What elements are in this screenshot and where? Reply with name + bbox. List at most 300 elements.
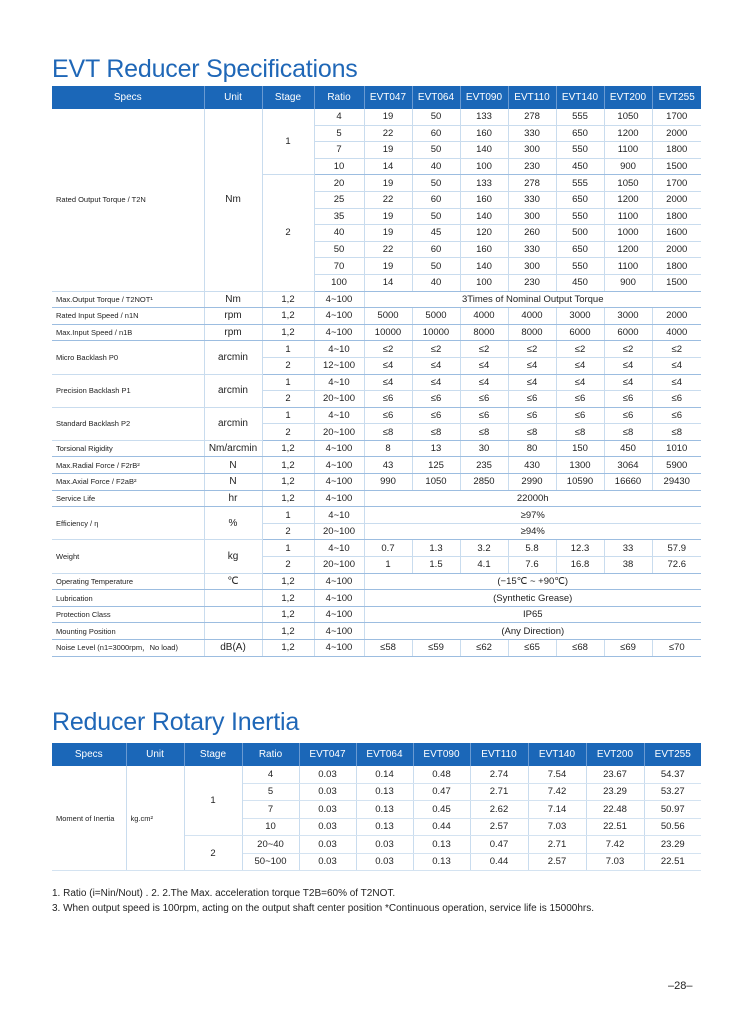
value-cell: ≤4: [508, 374, 556, 391]
value-cell: ≤8: [460, 424, 508, 441]
spec-unit: dB(A): [204, 640, 262, 657]
ratio-cell: 5: [314, 125, 364, 142]
value-cell: 300: [508, 142, 556, 159]
ratio-cell: 25: [314, 191, 364, 208]
value-cell: 0.03: [299, 783, 356, 801]
inertia-title: Reducer Rotary Inertia: [52, 708, 300, 736]
value-cell: 4.1: [460, 557, 508, 574]
value-cell: 3064: [604, 457, 652, 474]
value-cell: 1800: [652, 258, 701, 275]
column-header: Ratio: [314, 86, 364, 109]
ratio-cell: 7: [314, 142, 364, 159]
value-cell: 300: [508, 258, 556, 275]
value-cell: 0.47: [470, 836, 528, 854]
ratio-cell: 4~100: [314, 623, 364, 640]
value-cell: 29430: [652, 474, 701, 491]
table-row: [52, 766, 701, 783]
ratio-cell: 4: [242, 766, 299, 783]
value-cell: 550: [556, 142, 604, 159]
stage-cell: 1,2: [262, 474, 314, 491]
ratio-cell: 4~100: [314, 324, 364, 341]
spec-label: Torsional Rigidity: [52, 440, 204, 457]
ratio-cell: 40: [314, 225, 364, 242]
value-cell: ≤8: [364, 424, 412, 441]
column-header: EVT140: [556, 86, 604, 109]
value-cell: ≤2: [364, 341, 412, 358]
value-cell: 54.37: [644, 766, 701, 783]
spanned-value-cell: 3Times of Nominal Output Torque: [364, 291, 701, 308]
ratio-cell: 20~100: [314, 557, 364, 574]
stage-cell: 1,2: [262, 440, 314, 457]
value-cell: 1600: [652, 225, 701, 242]
value-cell: 4000: [460, 308, 508, 325]
spec-unit: %: [204, 507, 262, 540]
value-cell: 1100: [604, 142, 652, 159]
value-cell: ≤6: [364, 391, 412, 408]
value-cell: 22.48: [586, 801, 644, 819]
value-cell: 23.67: [586, 766, 644, 783]
value-cell: 1: [364, 557, 412, 574]
value-cell: 330: [508, 191, 556, 208]
value-cell: 430: [508, 457, 556, 474]
value-cell: 278: [508, 175, 556, 192]
value-cell: 2000: [652, 308, 701, 325]
value-cell: 1.3: [412, 540, 460, 557]
ratio-cell: 4~10: [314, 507, 364, 524]
spec-unit: rpm: [204, 324, 262, 341]
ratio-cell: 50: [314, 241, 364, 258]
value-cell: ≤6: [364, 407, 412, 424]
value-cell: ≤2: [412, 341, 460, 358]
column-header: EVT090: [413, 743, 470, 766]
table-row: [52, 308, 701, 325]
value-cell: 3000: [556, 308, 604, 325]
value-cell: 1800: [652, 208, 701, 225]
value-cell: 0.03: [299, 818, 356, 836]
value-cell: 900: [604, 274, 652, 291]
value-cell: ≤8: [556, 424, 604, 441]
spec-label: Rated Output Torque / T2N: [52, 109, 204, 291]
table-row: [52, 374, 701, 391]
value-cell: 50: [412, 258, 460, 275]
value-cell: ≤59: [412, 640, 460, 657]
spanned-value-cell: 22000h: [364, 490, 701, 507]
value-cell: 72.6: [652, 557, 701, 574]
value-cell: 0.48: [413, 766, 470, 783]
value-cell: ≤8: [604, 424, 652, 441]
value-cell: 7.42: [528, 783, 586, 801]
value-cell: 450: [556, 274, 604, 291]
value-cell: ≤6: [508, 407, 556, 424]
value-cell: 1.5: [412, 557, 460, 574]
stage-cell: 1,2: [262, 606, 314, 623]
spec-unit: arcmin: [204, 374, 262, 407]
value-cell: 60: [412, 125, 460, 142]
ratio-cell: 20~100: [314, 523, 364, 540]
ratio-cell: 10: [314, 158, 364, 175]
column-header: EVT200: [586, 743, 644, 766]
value-cell: 1050: [412, 474, 460, 491]
value-cell: 7.42: [586, 836, 644, 854]
value-cell: 1000: [604, 225, 652, 242]
column-header: Unit: [204, 86, 262, 109]
value-cell: ≤6: [556, 407, 604, 424]
value-cell: 150: [556, 440, 604, 457]
value-cell: 2.71: [528, 836, 586, 854]
spec-table: [52, 86, 701, 657]
value-cell: 1500: [652, 158, 701, 175]
value-cell: 45: [412, 225, 460, 242]
value-cell: 22: [364, 191, 412, 208]
footnote-line: 3. When output speed is 100rpm, acting on the output shaft center position *Continuous operation, service life is 15000hrs.: [52, 903, 594, 914]
spec-label: Max.Output Torque / T2NOT¹: [52, 291, 204, 308]
column-header: Specs: [52, 86, 204, 109]
value-cell: 1300: [556, 457, 604, 474]
value-cell: 0.03: [299, 836, 356, 854]
value-cell: 23.29: [586, 783, 644, 801]
value-cell: 0.7: [364, 540, 412, 557]
spec-header-row: [52, 86, 701, 109]
spec-label: Operating Temperature: [52, 573, 204, 590]
ratio-cell: 4~10: [314, 374, 364, 391]
spec-label: Standard Backlash P2: [52, 407, 204, 440]
value-cell: 10000: [364, 324, 412, 341]
value-cell: 650: [556, 191, 604, 208]
ratio-cell: 4~100: [314, 291, 364, 308]
spec-label: Micro Backlash P0: [52, 341, 204, 374]
ratio-cell: 100: [314, 274, 364, 291]
value-cell: 6000: [556, 324, 604, 341]
value-cell: 1700: [652, 109, 701, 125]
value-cell: 43: [364, 457, 412, 474]
value-cell: 40: [412, 158, 460, 175]
value-cell: 5.8: [508, 540, 556, 557]
column-header: EVT110: [508, 86, 556, 109]
value-cell: 140: [460, 208, 508, 225]
value-cell: 53.27: [644, 783, 701, 801]
spec-label: Precision Backlash P1: [52, 374, 204, 407]
value-cell: 160: [460, 125, 508, 142]
table-row: [52, 606, 701, 623]
value-cell: 50.97: [644, 801, 701, 819]
value-cell: ≤4: [460, 374, 508, 391]
ratio-cell: 50~100: [242, 853, 299, 871]
value-cell: 2990: [508, 474, 556, 491]
table-row: [52, 490, 701, 507]
stage-cell: 2: [262, 424, 314, 441]
stage-cell: 2: [262, 357, 314, 374]
column-header: EVT047: [299, 743, 356, 766]
page-number: –28–: [668, 980, 693, 992]
value-cell: ≤4: [556, 374, 604, 391]
spec-unit: arcmin: [204, 341, 262, 374]
column-header: EVT110: [470, 743, 528, 766]
inertia-header-row: [52, 743, 701, 766]
value-cell: 235: [460, 457, 508, 474]
spec-unit: [204, 623, 262, 640]
value-cell: 7.54: [528, 766, 586, 783]
spec-unit: arcmin: [204, 407, 262, 440]
value-cell: 60: [412, 241, 460, 258]
value-cell: ≤4: [652, 374, 701, 391]
value-cell: ≤6: [412, 391, 460, 408]
value-cell: 2.71: [470, 783, 528, 801]
spec-label: Lubrication: [52, 590, 204, 607]
ratio-cell: 4~100: [314, 474, 364, 491]
value-cell: 133: [460, 109, 508, 125]
value-cell: 1700: [652, 175, 701, 192]
value-cell: 0.13: [356, 783, 413, 801]
value-cell: ≤4: [364, 374, 412, 391]
value-cell: 50: [412, 208, 460, 225]
value-cell: 12.3: [556, 540, 604, 557]
value-cell: 1050: [604, 175, 652, 192]
value-cell: 0.03: [356, 836, 413, 854]
value-cell: ≤6: [412, 407, 460, 424]
value-cell: 500: [556, 225, 604, 242]
value-cell: 16.8: [556, 557, 604, 574]
column-header: EVT064: [412, 86, 460, 109]
value-cell: 38: [604, 557, 652, 574]
stage-cell: 1,2: [262, 291, 314, 308]
spec-unit: kg: [204, 540, 262, 573]
value-cell: ≤8: [412, 424, 460, 441]
value-cell: ≤4: [460, 357, 508, 374]
value-cell: 100: [460, 274, 508, 291]
value-cell: 650: [556, 125, 604, 142]
spec-label: Rated Input Speed / n1N: [52, 308, 204, 325]
ratio-cell: 4~100: [314, 490, 364, 507]
ratio-cell: 20~40: [242, 836, 299, 854]
value-cell: ≤6: [604, 407, 652, 424]
value-cell: ≤6: [460, 407, 508, 424]
table-row: [52, 341, 701, 358]
value-cell: ≤6: [604, 391, 652, 408]
value-cell: 8: [364, 440, 412, 457]
value-cell: ≤62: [460, 640, 508, 657]
column-header: Unit: [126, 743, 184, 766]
stage-cell: 1: [262, 540, 314, 557]
stage-cell: 2: [262, 391, 314, 408]
spec-unit: N: [204, 457, 262, 474]
spec-label: Moment of Inertia: [52, 766, 126, 871]
value-cell: ≤68: [556, 640, 604, 657]
value-cell: ≤4: [412, 374, 460, 391]
value-cell: ≤6: [652, 407, 701, 424]
value-cell: 0.03: [299, 801, 356, 819]
column-header: Ratio: [242, 743, 299, 766]
value-cell: 260: [508, 225, 556, 242]
spec-unit: Nm/arcmin: [204, 440, 262, 457]
stage-cell: 1,2: [262, 308, 314, 325]
value-cell: 10590: [556, 474, 604, 491]
spec-label: Max.Axial Force / F2aB²: [52, 474, 204, 491]
ratio-cell: 20~100: [314, 424, 364, 441]
value-cell: 7.14: [528, 801, 586, 819]
ratio-cell: 4~10: [314, 540, 364, 557]
ratio-cell: 5: [242, 783, 299, 801]
value-cell: 10000: [412, 324, 460, 341]
value-cell: ≤4: [556, 357, 604, 374]
ratio-cell: 4~10: [314, 341, 364, 358]
value-cell: 550: [556, 208, 604, 225]
value-cell: 140: [460, 142, 508, 159]
value-cell: 450: [556, 158, 604, 175]
value-cell: 0.44: [413, 818, 470, 836]
spanned-value-cell: (Any Direction): [364, 623, 701, 640]
table-row: [52, 573, 701, 590]
stage-cell: 1,2: [262, 623, 314, 640]
value-cell: 140: [460, 258, 508, 275]
ratio-cell: 20: [314, 175, 364, 192]
column-header: EVT255: [652, 86, 701, 109]
column-header: Specs: [52, 743, 126, 766]
spec-unit: rpm: [204, 308, 262, 325]
ratio-cell: 7: [242, 801, 299, 819]
value-cell: 16660: [604, 474, 652, 491]
value-cell: 13: [412, 440, 460, 457]
stage-cell: 1,2: [262, 324, 314, 341]
value-cell: 50: [412, 142, 460, 159]
value-cell: ≤4: [604, 374, 652, 391]
value-cell: ≤4: [604, 357, 652, 374]
value-cell: 1500: [652, 274, 701, 291]
value-cell: 100: [460, 158, 508, 175]
stage-cell: 2: [262, 557, 314, 574]
value-cell: 4000: [508, 308, 556, 325]
value-cell: 6000: [604, 324, 652, 341]
value-cell: 5900: [652, 457, 701, 474]
value-cell: ≤8: [652, 424, 701, 441]
value-cell: 19: [364, 175, 412, 192]
value-cell: 1200: [604, 125, 652, 142]
value-cell: ≤6: [460, 391, 508, 408]
spec-label: Max.Radial Force / F2rB²: [52, 457, 204, 474]
table-row: [52, 324, 701, 341]
stage-cell: 1: [262, 109, 314, 175]
table-row: [52, 590, 701, 607]
column-header: Stage: [262, 86, 314, 109]
value-cell: 22: [364, 241, 412, 258]
ratio-cell: 4~100: [314, 640, 364, 657]
value-cell: 7.03: [528, 818, 586, 836]
stage-cell: 1,2: [262, 590, 314, 607]
value-cell: 19: [364, 225, 412, 242]
value-cell: 33: [604, 540, 652, 557]
stage-cell: 1,2: [262, 640, 314, 657]
value-cell: ≤2: [604, 341, 652, 358]
stage-cell: 1: [184, 766, 242, 836]
column-header: EVT090: [460, 86, 508, 109]
value-cell: 650: [556, 241, 604, 258]
spanned-value-cell: ≥97%: [364, 507, 701, 524]
spec-label: Protection Class: [52, 606, 204, 623]
value-cell: 0.14: [356, 766, 413, 783]
value-cell: 120: [460, 225, 508, 242]
spec-unit: Nm: [204, 291, 262, 308]
value-cell: 50: [412, 109, 460, 125]
spec-unit: [204, 590, 262, 607]
column-header: EVT200: [604, 86, 652, 109]
spec-unit: ℃: [204, 573, 262, 590]
value-cell: ≤4: [652, 357, 701, 374]
ratio-cell: 10: [242, 818, 299, 836]
spanned-value-cell: (Synthetic Grease): [364, 590, 701, 607]
table-row: [52, 291, 701, 308]
ratio-cell: 70: [314, 258, 364, 275]
value-cell: ≤2: [556, 341, 604, 358]
spanned-value-cell: IP65: [364, 606, 701, 623]
value-cell: 555: [556, 109, 604, 125]
value-cell: 1010: [652, 440, 701, 457]
value-cell: ≤4: [508, 357, 556, 374]
value-cell: 900: [604, 158, 652, 175]
value-cell: 1800: [652, 142, 701, 159]
value-cell: 0.13: [356, 801, 413, 819]
value-cell: 19: [364, 208, 412, 225]
value-cell: ≤2: [508, 341, 556, 358]
stage-cell: 1,2: [262, 457, 314, 474]
footnote-line: 1. Ratio (i=Nin/Nout) . 2. 2.The Max. acceleration torque T2B=60% of T2NOT.: [52, 888, 396, 899]
value-cell: 1100: [604, 208, 652, 225]
spec-unit: Nm: [204, 109, 262, 291]
table-row: [52, 474, 701, 491]
value-cell: 2.62: [470, 801, 528, 819]
stage-cell: 2: [184, 836, 242, 871]
column-header: EVT064: [356, 743, 413, 766]
value-cell: 50: [412, 175, 460, 192]
value-cell: 450: [604, 440, 652, 457]
ratio-cell: 4: [314, 109, 364, 125]
value-cell: 7.6: [508, 557, 556, 574]
value-cell: 0.03: [299, 853, 356, 871]
table-row: [52, 640, 701, 657]
value-cell: 0.03: [299, 766, 356, 783]
value-cell: 22.51: [644, 853, 701, 871]
value-cell: 22.51: [586, 818, 644, 836]
value-cell: 2850: [460, 474, 508, 491]
column-header: EVT140: [528, 743, 586, 766]
table-row: [52, 407, 701, 424]
spanned-value-cell: ≥94%: [364, 523, 701, 540]
value-cell: 0.47: [413, 783, 470, 801]
value-cell: 4000: [652, 324, 701, 341]
spec-unit: N: [204, 474, 262, 491]
table-row: [52, 440, 701, 457]
table-row: [52, 540, 701, 557]
value-cell: 22: [364, 125, 412, 142]
value-cell: ≤4: [364, 357, 412, 374]
value-cell: 3000: [604, 308, 652, 325]
value-cell: 330: [508, 125, 556, 142]
spec-label: Noise Level (n1=3000rpm，No load): [52, 640, 204, 657]
value-cell: ≤6: [652, 391, 701, 408]
table-row: [52, 109, 701, 125]
value-cell: ≤4: [412, 357, 460, 374]
value-cell: 57.9: [652, 540, 701, 557]
value-cell: ≤8: [508, 424, 556, 441]
stage-cell: 1: [262, 507, 314, 524]
value-cell: 30: [460, 440, 508, 457]
spec-label: Max.Input Speed / n1B: [52, 324, 204, 341]
stage-cell: 2: [262, 523, 314, 540]
table-row: [52, 457, 701, 474]
value-cell: 2000: [652, 191, 701, 208]
value-cell: ≤2: [652, 341, 701, 358]
value-cell: 1050: [604, 109, 652, 125]
inertia-table: [52, 743, 701, 871]
ratio-cell: 4~10: [314, 407, 364, 424]
